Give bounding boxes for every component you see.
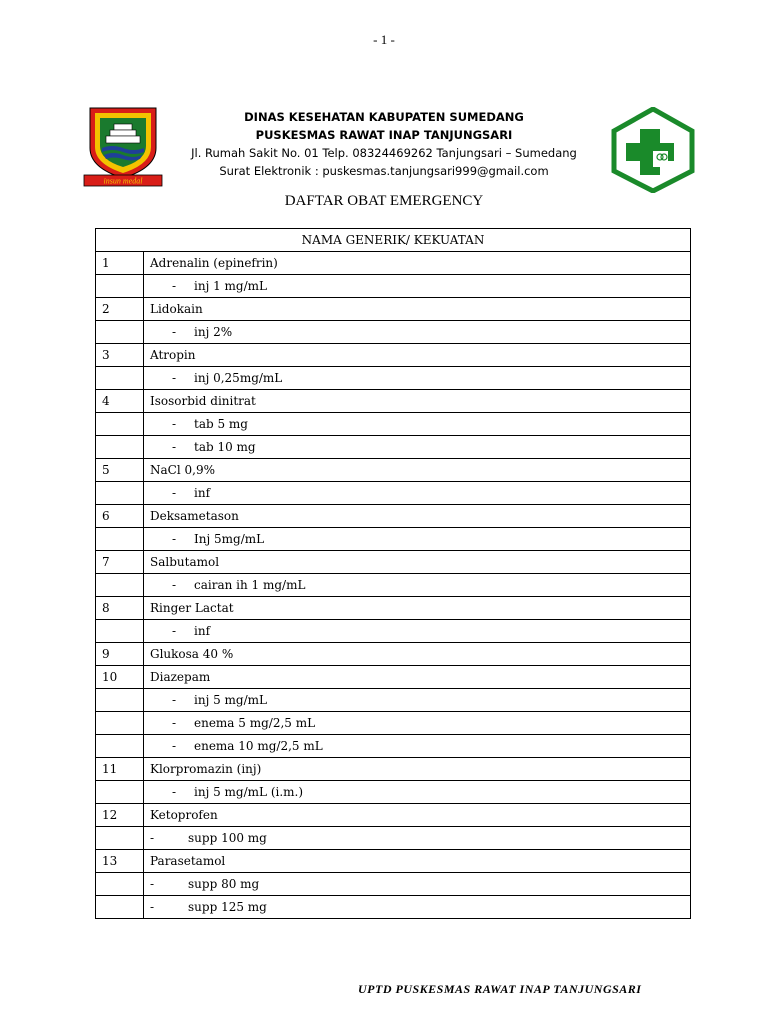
table-row (96, 781, 691, 804)
row-number (96, 275, 144, 298)
drug-name: Glukosa 40 % (144, 643, 691, 666)
strength-text: enema 5 mg/2,5 mL (194, 716, 316, 730)
strength-text: enema 10 mg/2,5 mL (194, 739, 323, 753)
row-number (96, 873, 144, 896)
row-number: 11 (96, 758, 144, 781)
row-number (96, 735, 144, 758)
drug-strength (144, 574, 691, 597)
table-row (96, 850, 691, 873)
bullet-dash: - (172, 440, 177, 454)
drug-name: Lidokain (144, 298, 691, 321)
table-row (96, 712, 691, 735)
drug-strength (144, 367, 691, 390)
puskesmas-name: PUSKESMAS RAWAT INAP TANJUNGSARI (255, 128, 513, 142)
drug-name: Deksametason (144, 505, 691, 528)
table-row (96, 413, 691, 436)
bullet-dash: - (150, 831, 155, 845)
row-number: 5 (96, 459, 144, 482)
table-row (96, 620, 691, 643)
document-title: DAFTAR OBAT EMERGENCY (284, 193, 484, 209)
bullet-dash: - (172, 486, 177, 500)
bullet-dash: - (150, 877, 155, 891)
strength-text: cairan ih 1 mg/mL (194, 578, 306, 592)
strength-text: supp 125 mg (188, 900, 267, 914)
strength-text: inj 0,25mg/mL (194, 371, 283, 385)
row-number (96, 712, 144, 735)
row-number: 4 (96, 390, 144, 413)
letterhead (0, 108, 768, 180)
table-row (96, 344, 691, 367)
drug-name: NaCl 0,9% (144, 459, 691, 482)
table-row (96, 482, 691, 505)
table-header: NAMA GENERIK/ KEKUATAN (96, 229, 691, 252)
strength-text: Inj 5mg/mL (194, 532, 265, 546)
table-row (96, 551, 691, 574)
drug-strength (144, 896, 691, 919)
drug-table (95, 228, 691, 919)
drug-strength (144, 689, 691, 712)
drug-name: Isosorbid dinitrat (144, 390, 691, 413)
drug-name: Salbutamol (144, 551, 691, 574)
strength-text: inf (194, 486, 211, 500)
table-row (96, 298, 691, 321)
row-number (96, 413, 144, 436)
bullet-dash: - (150, 900, 155, 914)
drug-name: Ringer Lactat (144, 597, 691, 620)
table-row (96, 390, 691, 413)
table-header-row (96, 229, 691, 252)
bullet-dash: - (172, 785, 177, 799)
strength-text: inj 5 mg/mL (194, 693, 268, 707)
row-number: 10 (96, 666, 144, 689)
drug-strength (144, 781, 691, 804)
bullet-dash: - (172, 532, 177, 546)
drug-strength (144, 482, 691, 505)
drug-rows (96, 252, 691, 919)
logo-motto: insun medal (103, 176, 143, 186)
drug-strength (144, 620, 691, 643)
bullet-dash: - (172, 578, 177, 592)
strength-text: inj 1 mg/mL (194, 279, 268, 293)
table-row (96, 666, 691, 689)
table-row (96, 367, 691, 390)
table-row (96, 804, 691, 827)
bullet-dash: - (172, 325, 177, 339)
row-number (96, 896, 144, 919)
row-number (96, 321, 144, 344)
drug-strength (144, 275, 691, 298)
drug-strength (144, 528, 691, 551)
row-number (96, 689, 144, 712)
row-number: 12 (96, 804, 144, 827)
table-row (96, 643, 691, 666)
bullet-dash: - (172, 716, 177, 730)
bullet-dash: - (172, 624, 177, 638)
row-number: 2 (96, 298, 144, 321)
row-number (96, 574, 144, 597)
page-number: - 1 - (373, 32, 395, 47)
strength-text: inj 2% (194, 325, 233, 339)
strength-text: tab 10 mg (194, 440, 256, 454)
row-number: 6 (96, 505, 144, 528)
drug-name: Ketoprofen (144, 804, 691, 827)
drug-strength (144, 735, 691, 758)
table-row (96, 252, 691, 275)
row-number: 1 (96, 252, 144, 275)
row-number (96, 482, 144, 505)
drug-name: Klorpromazin (inj) (144, 758, 691, 781)
bullet-dash: - (172, 693, 177, 707)
row-number (96, 827, 144, 850)
row-number: 3 (96, 344, 144, 367)
table-row (96, 597, 691, 620)
row-number: 8 (96, 597, 144, 620)
table-row (96, 528, 691, 551)
table-row (96, 574, 691, 597)
strength-text: inf (194, 624, 211, 638)
bullet-dash: - (172, 279, 177, 293)
bullet-dash: - (172, 739, 177, 753)
row-number (96, 367, 144, 390)
table-row (96, 275, 691, 298)
table-row (96, 505, 691, 528)
row-number (96, 781, 144, 804)
table-row (96, 827, 691, 850)
email: Surat Elektronik : puskesmas.tanjungsari999@gmail.com (219, 164, 549, 178)
table-row (96, 436, 691, 459)
strength-text: supp 100 mg (188, 831, 267, 845)
address: Jl. Rumah Sakit No. 01 Telp. 08324469262 Tanjungsari – Sumedang (191, 146, 577, 160)
bullet-dash: - (172, 417, 177, 431)
strength-text: inj 5 mg/mL (i.m.) (194, 785, 304, 799)
table-row (96, 758, 691, 781)
drug-name: Atropin (144, 344, 691, 367)
strength-text: tab 5 mg (194, 417, 248, 431)
bullet-dash: - (172, 371, 177, 385)
table-row (96, 896, 691, 919)
drug-strength (144, 827, 691, 850)
drug-strength (144, 712, 691, 735)
table-row (96, 689, 691, 712)
table-row (96, 459, 691, 482)
drug-strength (144, 873, 691, 896)
agency-name: DINAS KESEHATAN KABUPATEN SUMEDANG (244, 110, 524, 124)
table-row (96, 873, 691, 896)
row-number: 13 (96, 850, 144, 873)
drug-strength (144, 321, 691, 344)
row-number (96, 436, 144, 459)
drug-strength (144, 413, 691, 436)
drug-name: Parasetamol (144, 850, 691, 873)
table-row (96, 321, 691, 344)
row-number (96, 528, 144, 551)
row-number (96, 620, 144, 643)
row-number: 7 (96, 551, 144, 574)
drug-name: Adrenalin (epinefrin) (144, 252, 691, 275)
row-number: 9 (96, 643, 144, 666)
strength-text: supp 80 mg (188, 877, 260, 891)
table-row (96, 735, 691, 758)
drug-strength (144, 436, 691, 459)
drug-name: Diazepam (144, 666, 691, 689)
footer-text: UPTD PUSKESMAS RAWAT INAP TANJUNGSARI (358, 982, 642, 996)
